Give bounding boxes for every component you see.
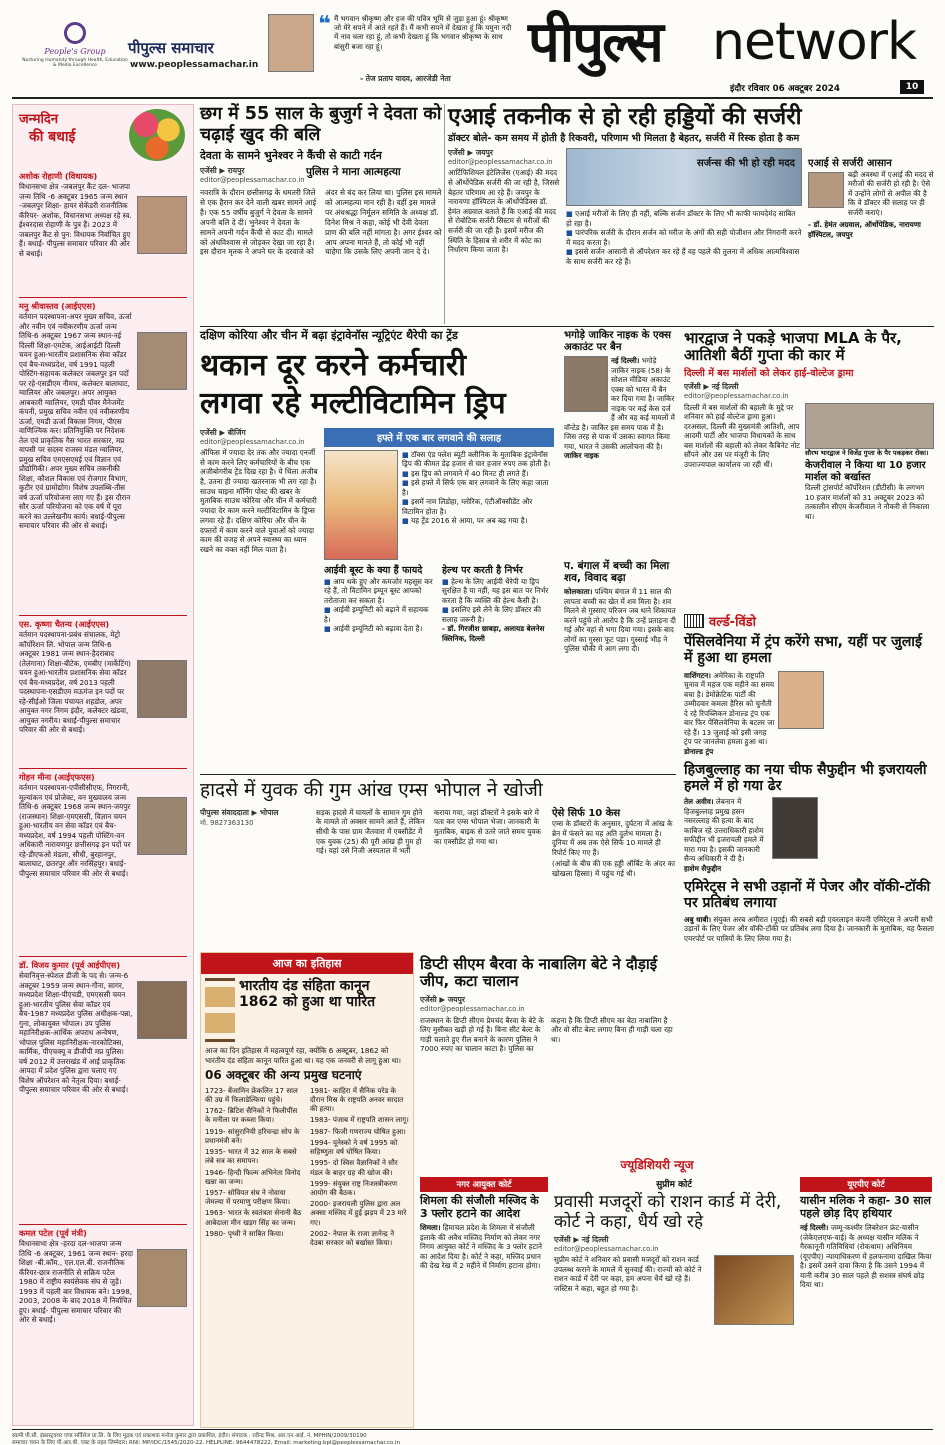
hourglass-icon [205,978,235,1042]
headline: छग में 55 साल के बुजुर्ग ने देवता को चढ़ाई खुद की बलि [200,104,442,146]
history-event: 1957- सोवियत संघ ने नोवाया जेमल्या में परमाणु परीक्षण किया। [205,1187,291,1207]
photo-caption: डोनाल्ड ट्रंप [684,746,714,756]
article-body-wrap [420,1223,548,1271]
quote-author: - तेज प्रताप यादव, आरजेडी नेता [360,74,451,83]
judiciary-tag: ज्यूडिशियरी न्यूज [620,1158,694,1172]
byline: एजेंसी ▶ रायपुर [200,166,245,176]
side-text: बढ़ी अवस्था में एआई की मदद से मरीजों की सर्जरी हो रही है। ऐसे में उन्होंने लोगों से अपील की है कि वे डॉक्टर की सलाह पर ही सर्जरी कराएं। [848,169,934,217]
dateline: नई दिल्ली। [800,1223,829,1233]
emirates-headline: एमिरेट्स ने सभी उड़ानों में पेजर और वॉकी-टॉकी पर प्रतिबंध लगाया [684,879,931,912]
email: editor@peoplessamachar.co.in [200,176,305,185]
sc-label: सुप्रीम कोर्ट [656,1180,692,1190]
birthday-person-photo [137,196,187,254]
point-text: आईवी इम्यूनिटी को बढ़ाने में सहायक है। [324,605,429,624]
newspaper-logo-hindi: पीपुल्स [528,10,662,75]
byline: एजेंसी ▶ नई दिल्ली [684,381,739,391]
birthday-person-photo [137,981,187,1039]
drip-bottles-photo [324,450,398,560]
email: editor@peoplessamachar.co.in [684,391,789,400]
article-body: आर्टिफिशियल इंटेलिजेंस (एआई) की मदद से ऑर्थोपेडिक सर्जरी की जा रही है, जिससे बेहतर परिणाम आ रहे हैं। जयपुर के नारायणा हॉस्पिटल के ऑर्थोपेडिक्स डॉ. हेमंत अग्रवाल बताते हैं कि एआई की मदद से रोबोटिक सर्जरी सिस्टम से मरीजों की सर्जरी की जा रही है। इसमें मरीज की स्थिति के हिसाब से शरीर में कोट का निर्धारण किया जाता है। [448,168,560,255]
side-title: एआई से सर्जरी आसान [808,158,892,170]
dateline: तेल अवीव। [684,797,714,807]
hc-headline: यासीन मलिक ने कहा- 30 साल पहले छोड़ दिए हथियार [800,1194,931,1220]
birthday-entry [19,772,187,953]
birthday-entry [19,301,187,612]
story-bairwa [420,956,676,1156]
article-body: संयुक्त अरब अमीरात (यूएई) की सबसे बड़ी एयरलाइन कंपनी एमिरेट्स ने अपनी सभी उड़ानों के लिए पेजर और वॉकी-टॉकी पर प्रतिबंध लगा दिया है। जानकारी के मुताबिक, यह फैसला एयरपोर्ट पर यात्रियों के लिए लिया गया है। [684,914,935,943]
email: editor@peoplessamachar.co.in [554,1245,659,1254]
byline: पीपुल्स संवाददाता ▶ भोपाल [200,807,279,817]
quote-text: मैं भगवान श्रीकृष्ण और हज की पवित्र भूमि से जुड़ा हुआ हूं। श्रीकृष्ण जो मेरे सपने में आते रहते हैं। मैं कभी सपने में देखता हूं कि यमुना नदी में नाव चला रहा हूं, तो कभी देखता हूं कि भगवान श्रीकृष्ण के साथ बांसुरी बजा रहा हूं। [334,14,512,51]
divider [19,615,187,616]
surgery-box-title: सर्जन्स की भी हो रही मदद [697,158,795,170]
divider [19,1224,187,1225]
side-author: - डॉ. हेमंत अग्रवाल, ऑर्थोपेडिक, नारायणा हॉस्पिटल, जयपुर [808,220,921,239]
birthday-person-details: विधानसभा क्षेत्र -हरदा दल-भाजपा जन्म तिथि -6 अक्टूबर, 1961 जन्म स्थान- हरदा शिक्षा -बी.कॉम., एल.एल.बी. राजनीतिक कॅरियर-छात्र राजनीति से सक्रिय पटेल 1980 में राष्ट्रीय स्वयंसेवक संघ से जुड़े। 1993 में पहली बार विधायक बने। 1998, 2003, 2008 के बाद 2018 में निर्वाचित हुए। बधाई- पीपुल्स समाचार परिवार की ओर से बधाई। [19,1239,133,1324]
history-banner: आज का इतिहास [201,953,413,974]
birthday-title-line2: की बधाई [29,129,76,145]
hezbollah-headline: हिजबुल्लाह का नया चीफ सैफुद्दीन भी इजरायली हमले में हो गया ढेर [684,762,927,795]
divider [19,956,187,957]
shimla-headline: शिमला की संजौली मस्जिद के 3 फ्लोर हटाने का आदेश [420,1194,539,1220]
point-text: हेल्थ के लिए आईवी थैरेपी या ड्रिप सुरक्षित है या नहीं, यह इस बात पर निर्भर करता है कि व्यक्ति की हेल्थ कैसी है। [442,576,549,605]
health-point: ■ इसलिए इसे लेने के लिए डॉक्टर की सलाह जरूरी है। [442,605,541,624]
zakir-photo [564,356,608,412]
footer-imprint: स्वामी पी.सी. इंफ्रास्ट्रक्चर एण्ड सर्विसेज प्रा.लि. के लिए मुद्रक एवं प्रकाशक मनोज कुमार द्वारा प्रकाशित, इंदौर। संपादक : रवीन्द्र मिश्र, आर.एन.आई. नं. MPHIN/2009/30190 [12,1433,367,1439]
history-section [200,952,414,1428]
kicker: दक्षिण कोरिया और चीन में बढ़ा इंट्रावेनॉस न्यूट्रिएंट थैरेपी का ट्रेंड [200,329,458,342]
birthday-person-photo [137,332,187,390]
masthead [0,0,945,100]
box-body: एम्स के डॉक्टरों के अनुसार, दुर्घटना में आंख के ब्रेन में फंसने का यह अति दुर्लभ मामला है। दुनिया में अब तक ऐसे सिर्फ 10 मामले ही रिपोर्ट किए गए हैं। [552,819,673,857]
masthead-rule [12,97,933,99]
story-bengal [564,560,676,770]
dateline: नई दिल्ली। [611,356,640,366]
article-body-wrap [800,1223,932,1290]
box-note: (आंखों के बीच की एक हड्डी ऑर्बिट के अंदर का खोखला हिस्सा) में पहुंच गई थी। [552,859,676,878]
photo-caption: हाशेम सैफुद्दीन [684,863,722,873]
history-event: 1762- ब्रिटिश सैनिकों ने फिलीपींस के मनीला पर कब्जा किया। [205,1106,298,1125]
article-body: ऑफिस में ज्यादा देर तक और ज्यादा एनर्जी से काम करने लिए कर्मचारियों के बीच एक अजीबोगरीब ट्रेंड दिख रहा है। ये थिंला अजीब है, उतना ही ज्यादा खतरनाक भी लग रहा है। साउथ चाइना मॉर्निंग पोस्ट की खबर के मुताबिक साउथ कोरिया और चीन में कर्मचारी ज्यादा देर काम करने मल्टीविटामिन के ड्रिप्स लगवा रहे हैं। दक्षिण कोरिया और चीन के दफ्तरों में काम करने वाले युवाओं को ज्यादा काम की वजह से अपने स्वास्थ्य का ध्यान रखने का वक्त नहीं मिल पाता है। [200,447,318,554]
birthday-header [19,109,187,167]
subheadline: देवता के सामने भुनेश्वर ने कैंची से काटी गर्दन [200,148,382,162]
footer-imprint-2: समाचार चयन के लिए पी.आर.बी. एक्ट के तहत जिम्मेदार। RNI: MP/IDC/1545/2020-22. HELPLINE: 9644478222, Email: marketing.bpl@peoplessamachar.co.in [12,1440,400,1445]
history-headline: भारतीय दंड संहिता कानून 1862 को हुआ था पारित [239,978,376,1011]
birthday-entry [19,619,187,765]
world-window [684,612,934,1152]
boost-point: ■ आईवी इम्यूनिटी को बढ़ावा देता है। [324,624,423,634]
headline: भगोड़े जाकिर नाइक के एक्स अकाउंट पर बैन [564,330,671,353]
birthday-entry [19,960,187,1221]
birthday-person-details: वर्तमान पदस्थापना-अपर मुख्य सचिव, ऊर्जा और नवीन एवं नवीकरणीय ऊर्जा जन्म तिथि-6 अक्टूबर 1967 जन्म स्थान-नई दिल्ली शिक्षा-एमटेक, आईआईटी दिल्ली चयन हुआ-भारतीय प्रशासनिक सेवा कॉडर एवं बैच-मध्यप्रदेश, वर्ष 1991 पहली पोस्टिंग-सहायक कलेक्टर जबलपुर इन पदों पर रहे-एसडीएम नीमच, कलेक्टर बालाघाट, ग्वालियर और जबलपुर। अपर आयुक्त आबकारी ग्वालियर, एमडी पॉवर मैनेजमेंट कंपनी, प्रमुख सचिव नवीन एवं नवीकरणीय ऊर्जा, एमडी ऊर्जा विकास निगम, पीएस वाणिज्यिक कर। प्रतिनियुक्ति पर निदेशक तेल एवं प्राकृतिक गैस भारत सरकार, मप्र वापसी पर सदस्य राजस्व मंडल ग्वालियर, प्रमुख सचिव एमएसएमई एवं विज्ञान एवं प्रौद्योगिकी। अपर मुख्य सचिव तकनीकी शिक्षा, कौशल विकास एवं रोजगार विभाग, कुटीर एवं ग्रामोद्योग। विशेष उपलब्धि-तीस वर्ष ऊर्जा परियोजना लाए गए हैं। इस दौरान सौर ऊर्जा परियोजना को एक वर्ष में पूरा करने का उल्लेखनीय कार्य। बधाई-पीपुल्स समाचार परिवार की ओर से बधाई। [19,312,132,530]
divider [19,297,187,298]
point-text: आप थके हुए और कमजोर महसूस कर रहे हैं, तो विटामिन इम्यून बूस्ट आपको तरोताजा कर सकता है। [324,576,433,605]
point-text: एआई मरीजों के लिए ही नहीं, बल्कि सर्जन डॉक्टर के लिए भी काफी फायदेमंद साबित हो रहा है। [566,209,796,228]
dateline: अबु धाबी। [684,914,712,924]
history-event: 1983- पंजाब में राष्ट्रपति शासन लागू। [310,1115,409,1125]
story-bharadwaj [684,330,934,610]
events-title: 06 अक्टूबर की अन्य प्रमुख घटनाएं [205,1068,362,1082]
point-text: पारंपरिक सर्जरी के दौरान सर्जन को मरीज के अंगों की सही पोजीशन और निगरानी करने में मदद करता है। [566,228,802,247]
headline: प. बंगाल में बच्ची का मिला शव, विवाद बढ़ा [564,560,670,585]
phone: मो. 9827363130 [200,818,254,827]
history-event: 1723- बेंजामिन फ्रेंकलिन 17 साल की उम्र में फिलाडेल्फिया पहुंचे। [205,1085,298,1105]
hc-label: यूएपीए कोर्ट [800,1177,932,1192]
surgery-robot-photo [566,148,802,206]
dateline: कोलकाता। [564,587,593,597]
point-text: इसलिए इसे लेने के लिए डॉक्टर की सलाह जरूरी है। [442,605,541,624]
box-title: ऐसे सिर्फ 10 केस [552,807,621,819]
headline: एआई तकनीक से हो रही हड्डियों की सर्जरी [448,104,802,130]
history-event: 1999- संयुक्त राष्ट्र निःशस्त्रीकरण आयोग की बैठक। [310,1178,398,1197]
birthday-person-photo [137,1249,187,1307]
article-body-wrap [684,915,934,944]
subheadline-2: पुलिस ने माना आत्महत्या [306,166,401,179]
point-text: टॉक्स एंड फ्लेश ब्यूटी क्लीनिक के मुताबिक इंट्रावेनॉस ड्रिप की कीमत डेढ़ हजार से चार हजार रुपए तक होती है। [402,449,551,469]
birthday-person-name: अशोक रोहाणी (विधायक) [19,171,98,181]
birthday-person-name: डॉ. विजय कुमार (पूर्व आईपीएस) [19,960,121,970]
point-text: इस ड्रिप को लगवाने में 40 मिनट ही लगते हैं। [411,468,529,478]
boost-title: आईवी बूस्ट के क्या हैं फायदे [324,564,423,576]
history-event: 1980- पृथ्वी ने साबित किया। [205,1228,284,1238]
peoples-group-logo [20,22,130,92]
history-event: 2002- नेपाल के राजा ज्ञानेन्द्र ने देउबा सरकार को बर्खास्त किया। [310,1228,395,1248]
article-body: सड़क हादसे में घायलों के सामान गुम होने के मामले तो अक्सर सामने आते हैं, लेकिन सीधी के पास ग्राम जैतवारा में एक्सीडेंट में एक युवक (25) की पूरी आंख ही गुम हो गई। यहां उसे निजी अस्पताल में भर्ती कराया गया, जहां डॉक्टरों ने इसके बारे में पता कर एम्स भोपाल भेजा। जानकारी के मुताबिक, बाइक से उतरे जाते समय युवक का एक्सीडेंट हो गया था। [316,807,541,856]
trump-headline: पेंसिलवेनिया में ट्रंप करेंगे सभा, यहीं पर जुलाई में हुआ था हमला [684,634,922,667]
email: editor@peoplessamachar.co.in [420,1004,525,1013]
quote-mark-icon: ❝ [318,12,331,37]
birthday-person-photo [137,660,187,718]
health-author: - डॉ. गिरजीश छाबड़ा, अलायड बेलनेस क्लिनिक, दिल्ली [442,624,545,643]
birthday-person-name: एस. कृष्णा चैतन्य (आईएएस) [19,619,110,629]
dateline: इंदौर रविवार 06 अक्टूबर 2024 [730,84,840,94]
flower-bouquet-icon [129,109,185,161]
peoples-group-name: People's Group [44,47,106,56]
boost-point: ■ आईवी इम्यूनिटी को बढ़ाने में सहायक है। [324,605,429,624]
subheadline: दिल्ली में बस मार्शलों को लेकर हाई-वोल्टेज ड्रामा [684,367,854,379]
article-body-wrap [564,587,676,654]
article-body: राजस्थान के डिप्टी सीएम प्रेमचंद बैरवा के बेटे के लिए मुसीबत खड़ी हो गई है। बिना सीट बेल्ट के गाड़ी चलाते हुए रील बनाने के कारण पुलिस ने 7000 रुपए का चालान काटा है। पुलिस का कहना है कि डिप्टी सीएम का बेटा नाबालिग है और वो सीट बेल्ट लगाए बिना ही गाड़ी चला रहा था। [420,1015,673,1054]
sc-body: सुप्रीम कोर्ट ने शनिवार को प्रवासी मजदूरों को राशन कार्ड उपलब्ध कराने के मामले में सुनवाई की। राज्यों को कोर्ट ने राशन कार्ड में देरी पर कहा, हम अपना धैर्य खो रहे हैं। जस्टिस ने कहा, बहुत हो गया है। [554,1255,702,1293]
headline-line2: लगवा रहे मल्टीविटामिन ड्रिप [200,386,506,422]
history-event: 1994- यूनेस्को ने वर्ष 1995 को सहिष्णुता वर्ष घोषित किया। [310,1137,398,1157]
surgery-box-point: ■ इससे सर्जन आसानी से ऑपरेशन कर रहे हैं वह पहले की तुलना में अधिक आत्मविश्वास के साथ सर्जरी कर रहे हैं। [566,247,800,266]
hashem-photo [772,797,818,859]
history-event: 1981- काहिरा में सैनिक परेड के दौरान मिस्र के राष्ट्रपति अनवर सादात की हत्या। [310,1085,404,1114]
world-tag [684,612,934,630]
side-headline: केजरीवाल ने किया था 10 हजार मार्शल को बर्खास्त [805,460,926,483]
headline: हादसे में युवक की गुम आंख एम्स भोपाल ने खोजी [200,779,543,801]
history-event: 1963- भारत के स्वतंत्रता सेनानी बैठ आबेदाला मीन खड़ग सिंह का जन्म। [205,1208,302,1227]
history-event: 1987- फिजी गणराज्य घोषित हुआ। [310,1126,406,1136]
peoples-group-emblem-icon [64,22,86,44]
article-body: दिल्ली में बस मार्शलों की बहाली के मुद्दे पर शनिवार को हाई वोल्टेज ड्रामा हुआ। दरअसल, दिल्ली की मुख्यमंत्री आतिशी, आप आदमी पार्टी और भाजपा विधायकों के साथ बस मार्शलों की बहाली को लेकर कैबिनेट नोट सौंपने और उस पर मंजूरी के लिए उपराज्यपाल कार्यालय जा रही थीं। [684,402,800,469]
point-text: आईवी इम्यूनिटी को बढ़ावा देता है। [333,624,423,634]
headline: डिप्टी सीएम बैरवा के नाबालिग बेटे ने दौड़ाई जीप, कटा चालान [420,955,658,991]
trump-photo [778,671,824,729]
email: editor@peoplessamachar.co.in [200,437,305,446]
surgery-box-point: ■ पारंपरिक सर्जरी के दौरान सर्जन को मरीज के अंगों की सही पोजीशन और निगरानी करने में मदद करता है। [566,228,802,247]
photo-caption: जाकिर नाइक [564,451,599,461]
events-list [205,1086,409,1248]
article-body: अमेरिका के राष्ट्रपति चुनाव में महज एक महीने का समय बचा है। डेमोक्रेटिक पार्टी की उम्मीदवार कमला हैरिस को चुनौती दे रहे रिपब्लिकन डोनाल्ड ट्रंप एक बार फिर पेंसिलवेनिया के बटलर जा रहे हैं। 13 जुलाई को इसी जगह ट्रंप पर जानलेवा हमला हुआ था। [684,670,775,747]
article-body: जम्मू-कश्मीर लिबरेशन फ्रंट-यासीन (जेकेएलएफ-वाई) के अध्यक्ष यासीन मलिक ने गैरकानूनी गतिविधियां (रोकथाम) अधिनियम (यूएपीए) न्यायाधिकरण में हलफनामा दाखिल किया है। इसमें उसने दावा किया है कि उसने 1994 में यानी करीब 30 साल पहले ही सशस्त्र संघर्ष छोड़ दिया था। [800,1223,932,1290]
dateline: वाशिंगटन। [684,670,711,680]
side-body: दिल्ली ट्रांसपोर्ट कॉर्पोरेशन (डीटीसी) के लगभग 10 हजार मार्शलों को 31 अक्टूबर 2023 को तत्कालीन सीएम केजरीवाल ने नौकरी से निकाला था। [805,483,930,521]
birthday-person-photo [137,797,187,855]
bharadwaj-photo [805,403,934,449]
article-body: हिमाचल प्रदेश के शिमला में संजौली इलाके की अवैध मस्जिद निर्माण को लेकर नगर निगम आयुक्त कोर्ट ने मस्जिद के 3 फ्लोर हटाने का आदेश दिया है। कोर्ट ने कहा, मस्जिद प्रधान की देख रेख में 2 महीने में निर्माण हटाना होगा। [420,1223,543,1271]
birthday-person-details: वर्तमान पदस्थापना-एपीसीसीएफ, निगरानी, मूल्यांकन एवं प्रोजेक्ट, वन मुख्यालय जन्म तिथि-6 अक्टूबर 1968 जन्म स्थान-जयपुर (राजस्थान) शिक्षा-एमएससी, विज्ञान चयन हुआ-भारतीय वन सेवा कॉडर एवं बैच-मध्यप्रदेश, वर्ष 1994 पहली पोस्टिंग-वन अधिकारी नारायणपुर छत्तीसगढ़ इन पदों पर रहे-डीएफओ मंडला, सीधी, बुरहानपुर, बालाघाट, छतरपुर और नरसिंहपुर। बधाई-पीपुल्स समाचार परिवार की ओर से बधाई। [19,783,131,878]
story-multivitamin-drip [200,330,554,770]
quote-author-photo [268,14,314,72]
story-self-sacrifice [200,104,442,324]
gavel-photo [714,1255,794,1325]
history-body: आज का दिन इतिहास में महत्वपूर्ण रहा, क्योंकि 6 अक्टूबर, 1862 को भारतीय दंड संहिता कानून पारित हुआ था। यह एक जनवरी से लागू हुआ था। [205,1046,401,1065]
byline: एजेंसी ▶ बीजिंग [200,427,246,437]
article-body: भगोड़े जाकिर नाइक (58) के सोशल मीडिया अकाउंट एक्स को भारत में बैन कर दिया गया है। जाकिर नाइक पर कई केस दर्ज हैं और वह कई मामलों में वॉन्टेड है। जाकिर इस समय पाक में है। जिस तरह से पाक में उसका स्वागत किया गया, भारत ने उसकी आलोचना की है। [564,356,675,451]
divider [19,768,187,769]
story-aiims-eye [200,780,676,950]
dateline: शिमला। [420,1223,441,1233]
peoples-group-tagline: Nurturing Humanity through Health, Education & Media Excellence [22,58,128,69]
history-event: 1995- दो स्विस वैज्ञानिकों ने सौर मंडल के बाहर ग्रह की खोज की। [310,1158,398,1177]
point-text: यह ट्रेंड 2016 से आया, पर अब बढ़ गया है। [411,516,528,526]
birthday-person-details: विधानसभा क्षेत्र -जबलपुर कैंट दल- भाजपा जन्म तिथि -6 अक्टूबर 1965 जन्म स्थान -जबलपुर शिक्षा- हायर सेकेंडरी राजनीतिक कॅरियर- अशोक, विधानसभा अध्यक्ष रहे स्व. ईश्वरदास रोहाणी के पुत्र हैं। 2023 में जबलपुर कैंट से पुन: विधायक निर्वाचित हुए हैं। बधाई- पीपुल्स समाचार परिवार की ओर से बधाई। [19,182,132,258]
birthday-sidebar [12,104,194,1426]
photo-caption: सौरभ भारद्वाज ने विजेंद्र गुप्ता के पैर पकड़कर रोका। [805,448,929,457]
website-link[interactable]: www.peoplessamachar.in [130,60,259,70]
point-text: इसमें नाम लिडोहा, ग्लोरिक, एंटीऑक्सीडेंट और विटामिन होता है। [402,497,533,516]
section-rule [200,774,676,775]
surgery-box-point: ■ एआई मरीजों के लिए ही नहीं, बल्कि सर्जन डॉक्टर के लिए भी काफी फायदेमंद साबित हो रहा है। [566,209,796,228]
birthday-entry [19,171,187,294]
doctor-photo [808,172,844,208]
headline: भारद्वाज ने पकड़े भाजपा MLA के पैर, आतिशी बैठीं गुप्ता की कार में [684,329,902,365]
point-text: इससे सर्जन आसानी से ऑपरेशन कर रहे हैं वह पहले की तुलना में अधिक आत्मविश्वास के साथ सर्जरी कर रहे हैं। [566,247,800,266]
health-title: हेल्थ पर करती है निर्भर [442,564,523,576]
footer-rule [12,1429,933,1430]
email: editor@peoplessamachar.co.in [448,158,553,167]
point-text: इसे हफ्ते में सिर्फ एक बार लगवाने के लिए कहा जाता है। [402,478,549,497]
history-event: 1946- हिन्दी फिल्म अभिनेता विनोद खन्ना का जन्म। [205,1167,301,1186]
story-ai-surgery [448,104,934,324]
story-zakir-naik [564,330,676,560]
article-body: नवरात्रि के दौरान छत्तीसगढ़ के धमतरी जिले से एक हैरान कर देने वाली खबर सामने आई है। एक 55 वर्षीय बुजुर्ग ने देवता के सामने अपनी बलि दे दी। भुनेश्वर ने देवता के सामने अपनी गर्दन कैंची से काट दी। मामले को अंधविश्वास से जोड़कर देखा जा रहा है। इस दौरान मृतक ने अपने घर के दरवाजे को अंदर से बंद कर लिया था। पुलिस इस मामले को आत्महत्या मान रही है। वहीं इस मामले पर अंधश्रद्धा निर्मूलन समिति के अध्यक्ष डॉ. दिनेश मिश्र ने कहा, कोई भी देवी देवता प्राण की बलि नहीं मांगता है। अगर ईश्वर को आप अपना मानते हैं, तो कोई भी नहीं चाहेगा कि उसके लिए अपनी जान दे दे। [200,188,442,257]
history-event: 1935- भारत में 32 साल के सबसे लंबे सत्र का समापन। [205,1147,297,1166]
page-number: 10 [900,80,924,94]
byline: एजेंसी ▶ नई दिल्ली [554,1235,609,1245]
boost-point: ■ आप थके हुए और कमजोर महसूस कर रहे हैं, तो विटामिन इम्यून बूस्ट आपको तरोताजा कर सकता है। [324,576,433,605]
headline-line1: थकान दूर करने कर्मचारी [200,347,466,383]
sc-headline: प्रवासी मजदूरों को राशन कार्ड में देरी, कोर्ट ने कहा, धैर्य खो रहे [554,1192,782,1232]
history-event: 1919- सांसुरानियी हरिचन्द्रा सोप के प्रधानमंत्री बने। [205,1126,300,1145]
column-divider [444,104,445,324]
small-logo: पीपुल्स समाचार [128,39,214,57]
health-point: ■ हेल्थ के लिए आईवी थैरेपी या ड्रिप सुरक्षित है या नहीं, यह इस बात पर निर्भर करता है कि व्यक्ति की हेल्थ कैसी है। [442,576,549,605]
birthday-person-name: गोहन मीना (आईएफएस) [19,772,95,782]
judiciary-section [420,1156,934,1428]
subheadline: डॉक्टर बोले- कम समय में होती है रिकवरी, परिणाम भी मिलता है बेहतर, सर्जरी में रिस्क होता है कम [448,133,800,145]
birthday-person-details: सेवानिवृत्त-स्पेशल डीजी के पद से। जन्म-6 अक्टूबर 1959 जन्म स्थान-गौना, सागर, मध्यप्रदेश शिक्षा-पीएचडी, एमएससी चयन हुआ-भारतीय पुलिस सेवा कॉडर एवं बैच-1987 मध्यप्रदेश पुलिस अधीक्षक-पन्ना, गुना, लोकायुक्त भोपाल। उप पुलिस महानिरीक्षक-आर्थिक अपराध अन्वेषण, भोपाल पुलिस महानिरीक्षक-नारकोटिक्स, कार्मिक, पीएचक्यू व डीजीपी मप्र पुलिस। वर्ष 2012 में उत्तराखंड में आई प्राकृतिक आपदा में प्रदेश पुलिस द्वारा चलाए गए विशेष ऑपरेशन को नेतृत्व दिया। बधाई- पीपुल्स समाचार परिवार की ओर से बधाई। [19,971,133,1094]
drip-point: ■ इसे हफ्ते में सिर्फ एक बार लगवाने के लिए कहा जाता है। [402,478,549,497]
byline: एजेंसी ▶ जयपुर [448,148,493,158]
history-event: 2000- इजरायली पुलिस द्वारा अल अक्सा मस्जिद में हुई झड़प में 23 मारे गए। [310,1199,407,1227]
birthday-person-name: कमल पटेल (पूर्व मंत्री) [19,1228,87,1238]
world-tag-label: वर्ल्ड-विंडो [709,615,756,630]
drip-point: ■ इसमें नाम लिडोहा, ग्लोरिक, एंटीऑक्सीडेंट और विटामिन होता है। [402,497,533,516]
drip-point: ■ इस ड्रिप को लगवाने में 40 मिनट ही लगते हैं। [402,468,529,478]
shimla-label: नगर आयुक्त कोर्ट [420,1177,548,1192]
article-body: लेबनान में हिजबुल्लाह प्रमुख हसन नसरल्लाह की हत्या के बाद काबिज रहे उत्तराधिकारी हाशेम सफीद्दीन भी इजरायली हमले में मारा गया है। इसकी जानकारी सैन्य अधिकारी ने दी है। [684,797,764,864]
newspaper-logo-english: network [712,12,917,72]
drip-point: ■ टॉक्स एंड फ्लेश ब्यूटी क्लीनिक के मुताबिक इंट्रावेनॉस ड्रिप की कीमत डेढ़ हजार से चार हजार रुपए तक होती है। [402,449,551,469]
birthday-person-details: वर्तमान पदस्थापना-प्रबंध संचालक, मेट्रो कॉर्पोरेशन लि. भोपाल जन्म तिथि-6 अक्टूबर 1981 जन्म स्थान-हैदराबाद (तेलंगाना) शिक्षा-बीटेक, एमबीए (मार्केटिंग) चयन हुआ-भारतीय प्रशासनिक सेवा कॉडर एवं बैच-मध्यप्रदेश, वर्ष 2013 पहली पदस्थापना-एसडीएम मऊगंज इन पदों पर रहे-सीईओ जिला पंचायत शहडोल, अपर आयुक्त नगर निगम इंदौर, कलेक्टर खंडवा, आयुक्त नगरीय। बधाई-पीपुल्स समाचार परिवार की ओर से बधाई। [19,630,131,734]
birthday-entry [19,1228,187,1419]
birthday-person-name: मनु श्रीवास्तव (आईएएस) [19,301,96,311]
globe-icon [684,614,704,628]
birthday-title-line1: जन्मदिन [19,112,59,127]
section-rule [200,326,934,327]
article-body: पश्चिम बंगाल में 11 साल की लापता बच्ची का खेत में शव मिला है। शव मिलने से गुस्साए परिजन जब थाने शिकायत करने पहुंचे तो आरोप है कि उन्हें प्रताड़ना दी गई और वहां से भगा दिया गया। इसके बाद लोगों का गुस्सा फूट पड़ा। गुस्साई भीड़ ने पुलिस चौकी में आग लगा दी। [564,587,676,654]
drip-point: ■ यह ट्रेंड 2016 से आया, पर अब बढ़ गया है। [402,516,528,526]
byline: एजेंसी ▶ जयपुर [420,994,465,1004]
drip-banner: हफ्ते में एक बार लगवाने की सलाह [324,428,554,447]
